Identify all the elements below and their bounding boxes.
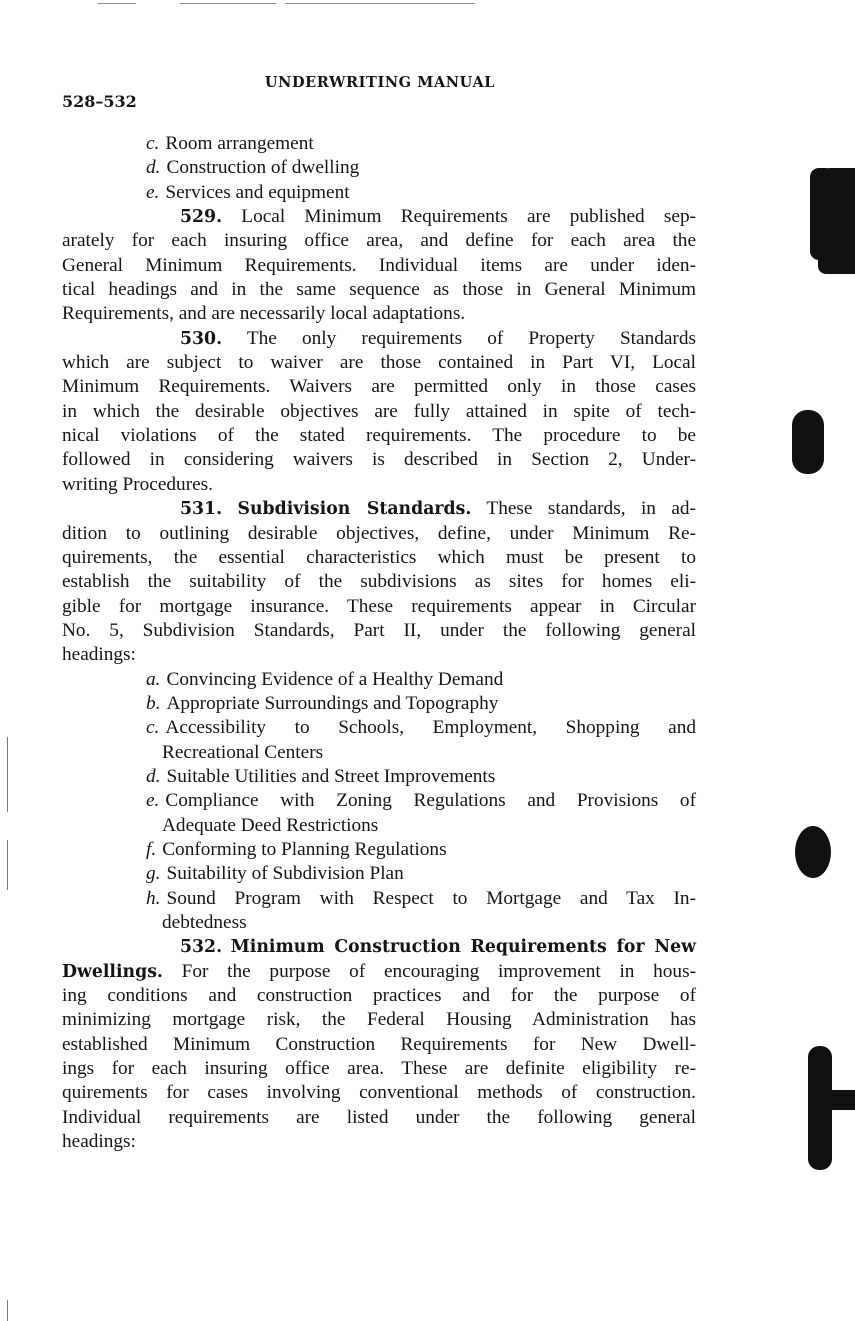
binder-tab-mark xyxy=(810,168,828,260)
list-item: b. Appropriate Surroundings and Topography xyxy=(146,692,499,714)
list-item: c. Accessibility to Schools, Employment, Shopping and xyxy=(146,717,696,739)
list-item-continuation: Recreational Centers xyxy=(162,741,324,763)
section-number: 530. xyxy=(180,328,223,349)
paragraph-line: ings for each insuring office area. These are definite eligibility re- xyxy=(62,1058,696,1080)
paragraph-line: Dwellings. For the purpose of encouraging improvement in hous- xyxy=(62,960,697,982)
list-item: f. Conforming to Planning Regulations xyxy=(146,838,447,860)
paragraph-line: tical headings and in the same sequence as those in General Minimum xyxy=(62,279,696,301)
paragraph-line: Minimum Requirements. Waivers are permitted only in those cases xyxy=(62,376,696,398)
section-number: 529. xyxy=(180,207,223,228)
paragraph-line: gible for mortgage insurance. These requirements appear in Circular xyxy=(62,595,696,617)
paragraph-line: quirements, the essential characteristics which must be present to xyxy=(62,546,696,568)
paragraph-line: quirements for cases involving conventional methods of construction. xyxy=(62,1082,696,1104)
page-range: 528–532 xyxy=(62,92,137,111)
list-item: d. Suitable Utilities and Street Improvements xyxy=(146,765,496,787)
list-item: d. Construction of dwelling xyxy=(146,157,360,179)
body-text xyxy=(62,132,696,1154)
list-item: h. Sound Program with Respect to Mortgage and Tax In- xyxy=(146,887,696,909)
scan-edge-line xyxy=(98,3,136,4)
paragraph-line: No. 5, Subdivision Standards, Part II, under the following general xyxy=(62,619,696,641)
list-item-continuation: Adequate Deed Restrictions xyxy=(162,814,379,836)
paragraph-line: dition to outlining desirable objectives, define, under Minimum Re- xyxy=(62,522,696,544)
paragraph-line: establish the suitability of the subdivisions as sites for homes eli- xyxy=(62,571,696,593)
section-title: Dwellings. xyxy=(62,961,163,982)
paragraph-532-first-line xyxy=(62,935,696,959)
binder-hole-mark xyxy=(795,826,831,878)
paragraph-line: Requirements, and are necessarily local adaptations. xyxy=(62,303,466,325)
section-title: Subdivision Standards. xyxy=(237,499,472,520)
paragraph-530-first-line: 530. The only requirements of Property Standards xyxy=(180,327,696,349)
scan-artifact xyxy=(7,840,8,890)
section-title: Minimum Construction Requirements for New xyxy=(230,937,696,958)
binder-hole-mark xyxy=(792,410,824,474)
paragraph-line: writing Procedures. xyxy=(62,473,214,495)
paragraph-line: nical violations of the stated requirements. The procedure to be xyxy=(62,425,696,447)
paragraph-line: arately for each insuring office area, and define for each area the xyxy=(62,230,696,252)
list-item: g. Suitability of Subdivision Plan xyxy=(146,863,404,885)
paragraph-line: headings: xyxy=(62,644,136,666)
section-number: 532. xyxy=(180,937,223,958)
list-item: a. Convincing Evidence of a Healthy Demand xyxy=(146,668,504,690)
list-item: c. Room arrangement xyxy=(146,133,314,154)
scan-artifact xyxy=(7,1300,8,1321)
scan-edge-line xyxy=(285,3,475,4)
paragraph-line: General Minimum Requirements. Individual items are under iden- xyxy=(62,254,696,276)
list-item: e. Compliance with Zoning Regulations and Provisions of xyxy=(146,790,696,812)
paragraph-line: followed in considering waivers is described in Section 2, Under- xyxy=(62,449,696,471)
paragraph-line: established Minimum Construction Requirements for New Dwell- xyxy=(62,1033,696,1055)
binder-tab-mark xyxy=(822,1090,855,1110)
paragraph-line: headings: xyxy=(62,1131,136,1153)
list-item: e. Services and equipment xyxy=(146,181,350,203)
paragraph-531-first-line: 531. Subdivision Standards. These standards, in ad- xyxy=(180,498,696,520)
paragraph-line: which are subject to waiver are those contained in Part VI, Local xyxy=(62,352,696,374)
paragraph-529-first-line: 529. Local Minimum Requirements are published sep- xyxy=(180,206,697,228)
section-number: 531. xyxy=(180,499,223,520)
scan-artifact xyxy=(7,737,8,812)
scan-edge-line xyxy=(180,3,276,4)
paragraph-line: Individual requirements are listed under the following general xyxy=(62,1106,696,1128)
paragraph-line: ing conditions and construction practices and for the purpose of xyxy=(62,985,696,1007)
paragraph-line: in which the desirable objectives are fully attained in spite of tech- xyxy=(62,400,696,422)
list-item-continuation: debtedness xyxy=(162,912,247,933)
running-head: UNDERWRITING MANUAL xyxy=(264,74,496,91)
paragraph-line: minimizing mortgage risk, the Federal Housing Administration has xyxy=(62,1009,696,1031)
